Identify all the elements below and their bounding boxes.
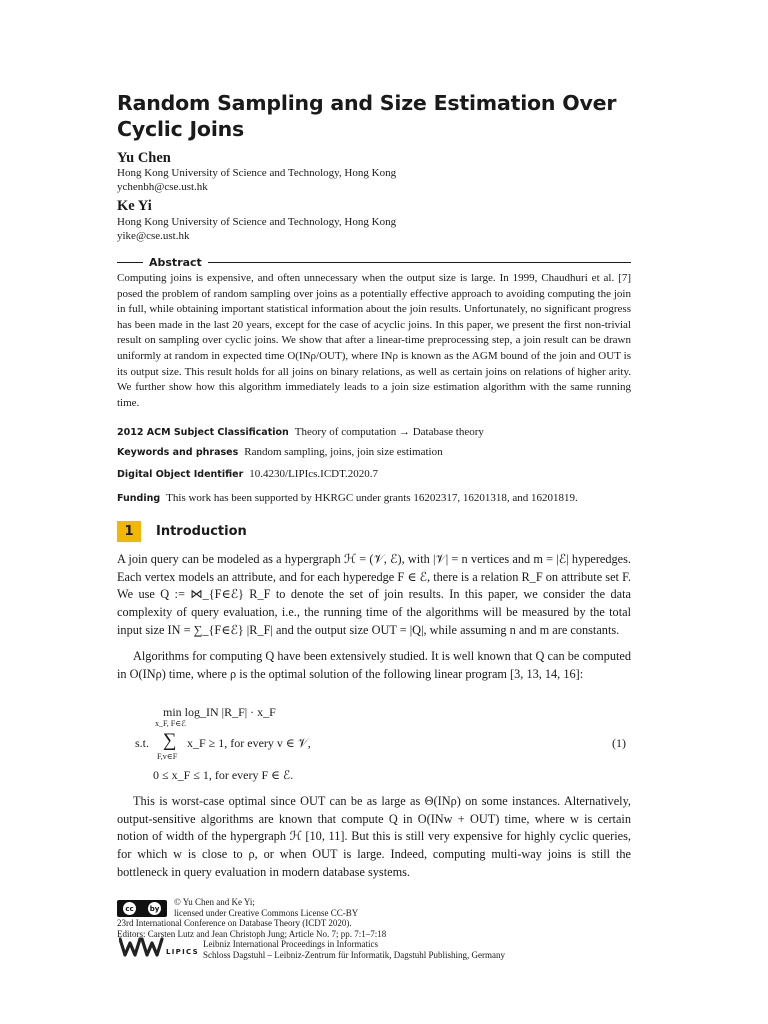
equation-line: 0 ≤ x_F ≤ 1, for every F ∈ ℰ. [153,768,294,782]
abstract-heading [117,254,631,270]
paragraph: A join query can be modeled as a hypergraph ℋ = (𝒱, ℰ), with |𝒱| = n vertices and m = |ℰ| hyperedges. Each vertex models an attribute, and for each hyperedge F ∈ ℰ, there is a relation R_F on attribute set F. We use Q := ⋈_{F∈ℰ} R_F to denote the set of join results. In this paper, we consider the data complexity of query evaluation, i.e., the running time of the algorithms will be measured by the total input size IN = ∑_{F∈ℰ} |R_F| and the output size OUT = |Q|, while assuming n and m are constants. [117,552,631,637]
meta-key: 2012 ACM Subject Classification [117,427,289,438]
author-email[interactable]: ychenbh@cse.ust.hk [117,181,208,193]
equation-line: min log_IN |R_F| · x_F [163,705,276,719]
author-email[interactable]: yike@cse.ust.hk [117,230,190,242]
paragraph: Algorithms for computing Q have been extensively studied. It is well known that Q can be computed in O(INρ) time, where ρ is the optimal solution of the following linear program [3, 13, 14, 16]: [117,649,631,681]
doi-link[interactable]: 10.4230/LIPIcs.ICDT.2020.7 [249,468,379,480]
abstract-text: Computing joins is expensive, and often unnecessary when the output size is large. In 1999, Chaudhuri et al. [7] posed the problem of random sampling over joins as a potentially effective approach to avoiding computing the join in full, while obtaining important statistical information about the join results. Unfortunately, no significant progress has been made in the last 20 years, except for the case of acyclic joins. In this paper, we present the first non-trivial result on sampling over cyclic joins. We show that after a linear-time preprocessing step, a join result can be drawn uniformly at random in expected time O(INρ/OUT), where INρ is known as the AGM bound of the join and OUT is its output size. This result holds for all joins on binary relations, as well as certain joins on relations of higher arity. We further show how this algorithm immediately leads to a join size estimation algorithm with the same running time. [117,272,631,409]
footer-conference: 23rd International Conference on Database Theory (ICDT 2020). [117,918,352,929]
section-heading [117,521,247,542]
meta-key: Keywords and phrases [117,447,239,458]
meta-value: Theory of computation → Database theory [294,426,484,438]
acm-classification [117,426,637,438]
section-number: 1 [117,521,141,542]
footer-publisher: Schloss Dagstuhl – Leibniz-Zentrum für Informatik, Dagstuhl Publishing, Germany [203,949,505,960]
author-name: Ke Yi [117,198,152,214]
keywords [117,446,637,458]
author-name: Yu Chen [117,150,171,166]
equation-subscript: x_F, F∈ℰ [155,719,187,728]
footer-license[interactable]: licensed under Creative Commons License CC-BY [174,907,359,918]
meta-value: Random sampling, joins, join size estimation [244,446,443,458]
sum-symbol: ∑ [163,730,177,751]
section-title: Introduction [156,524,247,539]
abstract-label: Abstract [149,255,202,269]
author-affiliation: Hong Kong University of Science and Technology, Hong Kong [117,167,397,179]
footer-editors: Editors: Carsten Lutz and Jean Christoph Jung; Article No. 7; pp. 7:1–7:18 [117,928,387,939]
heading-rule [208,262,631,263]
title-line-1: Random Sampling and Size Estimation Over [117,91,617,115]
cc-icon: cc [123,902,136,915]
equation-subscript: F,v∈F [157,752,178,761]
paragraph: This is worst-case optimal since OUT can be as large as Θ(INρ) on some instances. Alternatively, output-sensitive algorithms are known that compute Q in O(INw + OUT) time, where w is certain notion of width of the hypergraph ℋ [10, 11]. But this is still very expensive for highly cyclic queries, for which w is close to ρ, or when OUT is large. Indeed, computing multi-way joins is still the bottleneck in query evaluation in modern database systems. [117,794,631,879]
meta-value: This work has been supported by HKRGC under grants 16202317, 16201318, and 16201819. [166,492,578,504]
meta-key: Digital Object Identifier [117,469,244,480]
paper-title [117,90,631,142]
by-icon: by [148,902,161,915]
doi [117,468,637,480]
title-line-2: Cyclic Joins [117,117,245,141]
lipics-logo-icon [119,937,165,957]
equation-line: x_F ≥ 1, for every v ∈ 𝒱, [187,736,311,750]
footer-copyright: © Yu Chen and Ke Yi; [174,897,255,907]
footer-series: Leibniz International Proceedings in Informatics [203,939,378,950]
equation-prefix: s.t. [135,736,150,750]
funding [117,492,637,504]
heading-rule [117,262,143,263]
equation-number: (1) [612,736,626,750]
meta-key: Funding [117,493,161,504]
author-affiliation: Hong Kong University of Science and Technology, Hong Kong [117,216,397,228]
lipics-wordmark: LIPICS [166,948,199,956]
